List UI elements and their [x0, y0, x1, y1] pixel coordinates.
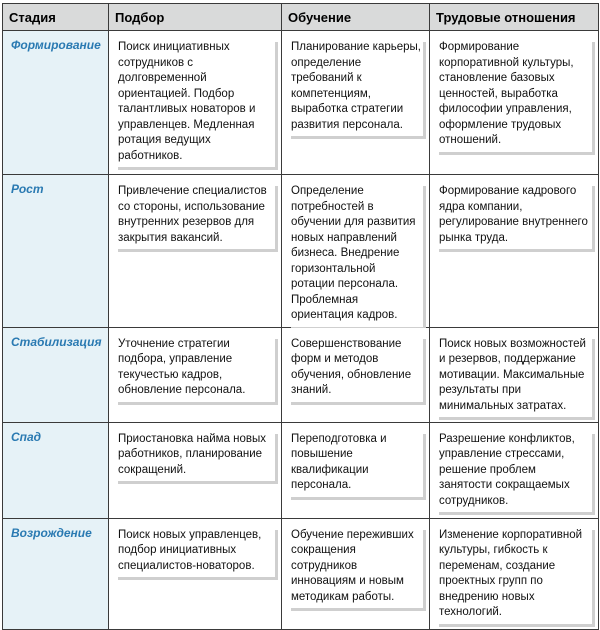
training-cell: Переподготовка и повышение квалификации персонала.	[282, 422, 430, 518]
stage-cell: Формирование	[3, 31, 109, 175]
labor-cell: Поиск новых возможностей и резервов, поддержание мотивации. Максимальные результаты при минимальных затратах.	[430, 327, 599, 422]
labor-cell: Формирование кадрового ядра компании, регулирование внутреннего рынка труда.	[430, 175, 599, 328]
training-cell: Обучение переживших сокращения сотрудников инновациям и новым методикам работы.	[282, 518, 430, 629]
table-row	[3, 327, 599, 422]
header-training: Обучение	[282, 4, 430, 31]
selection-cell: Поиск инициативных сотрудников с долговременной ориентацией. Подбор талантливых новаторов и управленцев. Медленная ротация ведущих работников.	[109, 31, 282, 175]
table-row	[3, 422, 599, 518]
header-selection: Подбор	[109, 4, 282, 31]
header-labor: Трудовые отношения	[430, 4, 599, 31]
table-row	[3, 31, 599, 175]
labor-cell: Разрешение конфликтов, управление стрессами, решение проблем занятости сокращаемых сотрудников.	[430, 422, 599, 518]
selection-cell: Поиск новых управленцев, подбор инициативных специалистов-новаторов.	[109, 518, 282, 629]
table-row	[3, 175, 599, 328]
training-cell: Совершенствование форм и методов обучения, обновление знаний.	[282, 327, 430, 422]
stage-cell: Спад	[3, 422, 109, 518]
table-row	[3, 518, 599, 629]
training-cell: Планирование карьеры, определение требований к компетенциям, выработка стратегии развития персонала.	[282, 31, 430, 175]
selection-cell: Приостановка найма новых работников, планирование сокращений.	[109, 422, 282, 518]
hr-stages-table	[2, 3, 599, 630]
header-stage: Стадия	[3, 4, 109, 31]
training-cell: Определение потребностей в обучении для развития новых направлений бизнеса. Внедрение горизонтальной ротации персонала. Проблемная ориентация кадров.	[282, 175, 430, 328]
stage-cell: Рост	[3, 175, 109, 328]
labor-cell: Изменение корпоративной культуры, гибкость к переменам, создание проектных групп по внедрению новых технологий.	[430, 518, 599, 629]
header-row	[3, 4, 599, 31]
selection-cell: Уточнение стратегии подбора, управление текучестью кадров, обновление персонала.	[109, 327, 282, 422]
selection-cell: Привлечение специалистов со стороны, использование внутренних резервов для закрытия вакансий.	[109, 175, 282, 328]
labor-cell: Формирование корпоративной культуры, становление базовых ценностей, выработка философии управления, оформление трудовых отношений.	[430, 31, 599, 175]
stage-cell: Стабилизация	[3, 327, 109, 422]
stage-cell: Возрождение	[3, 518, 109, 629]
